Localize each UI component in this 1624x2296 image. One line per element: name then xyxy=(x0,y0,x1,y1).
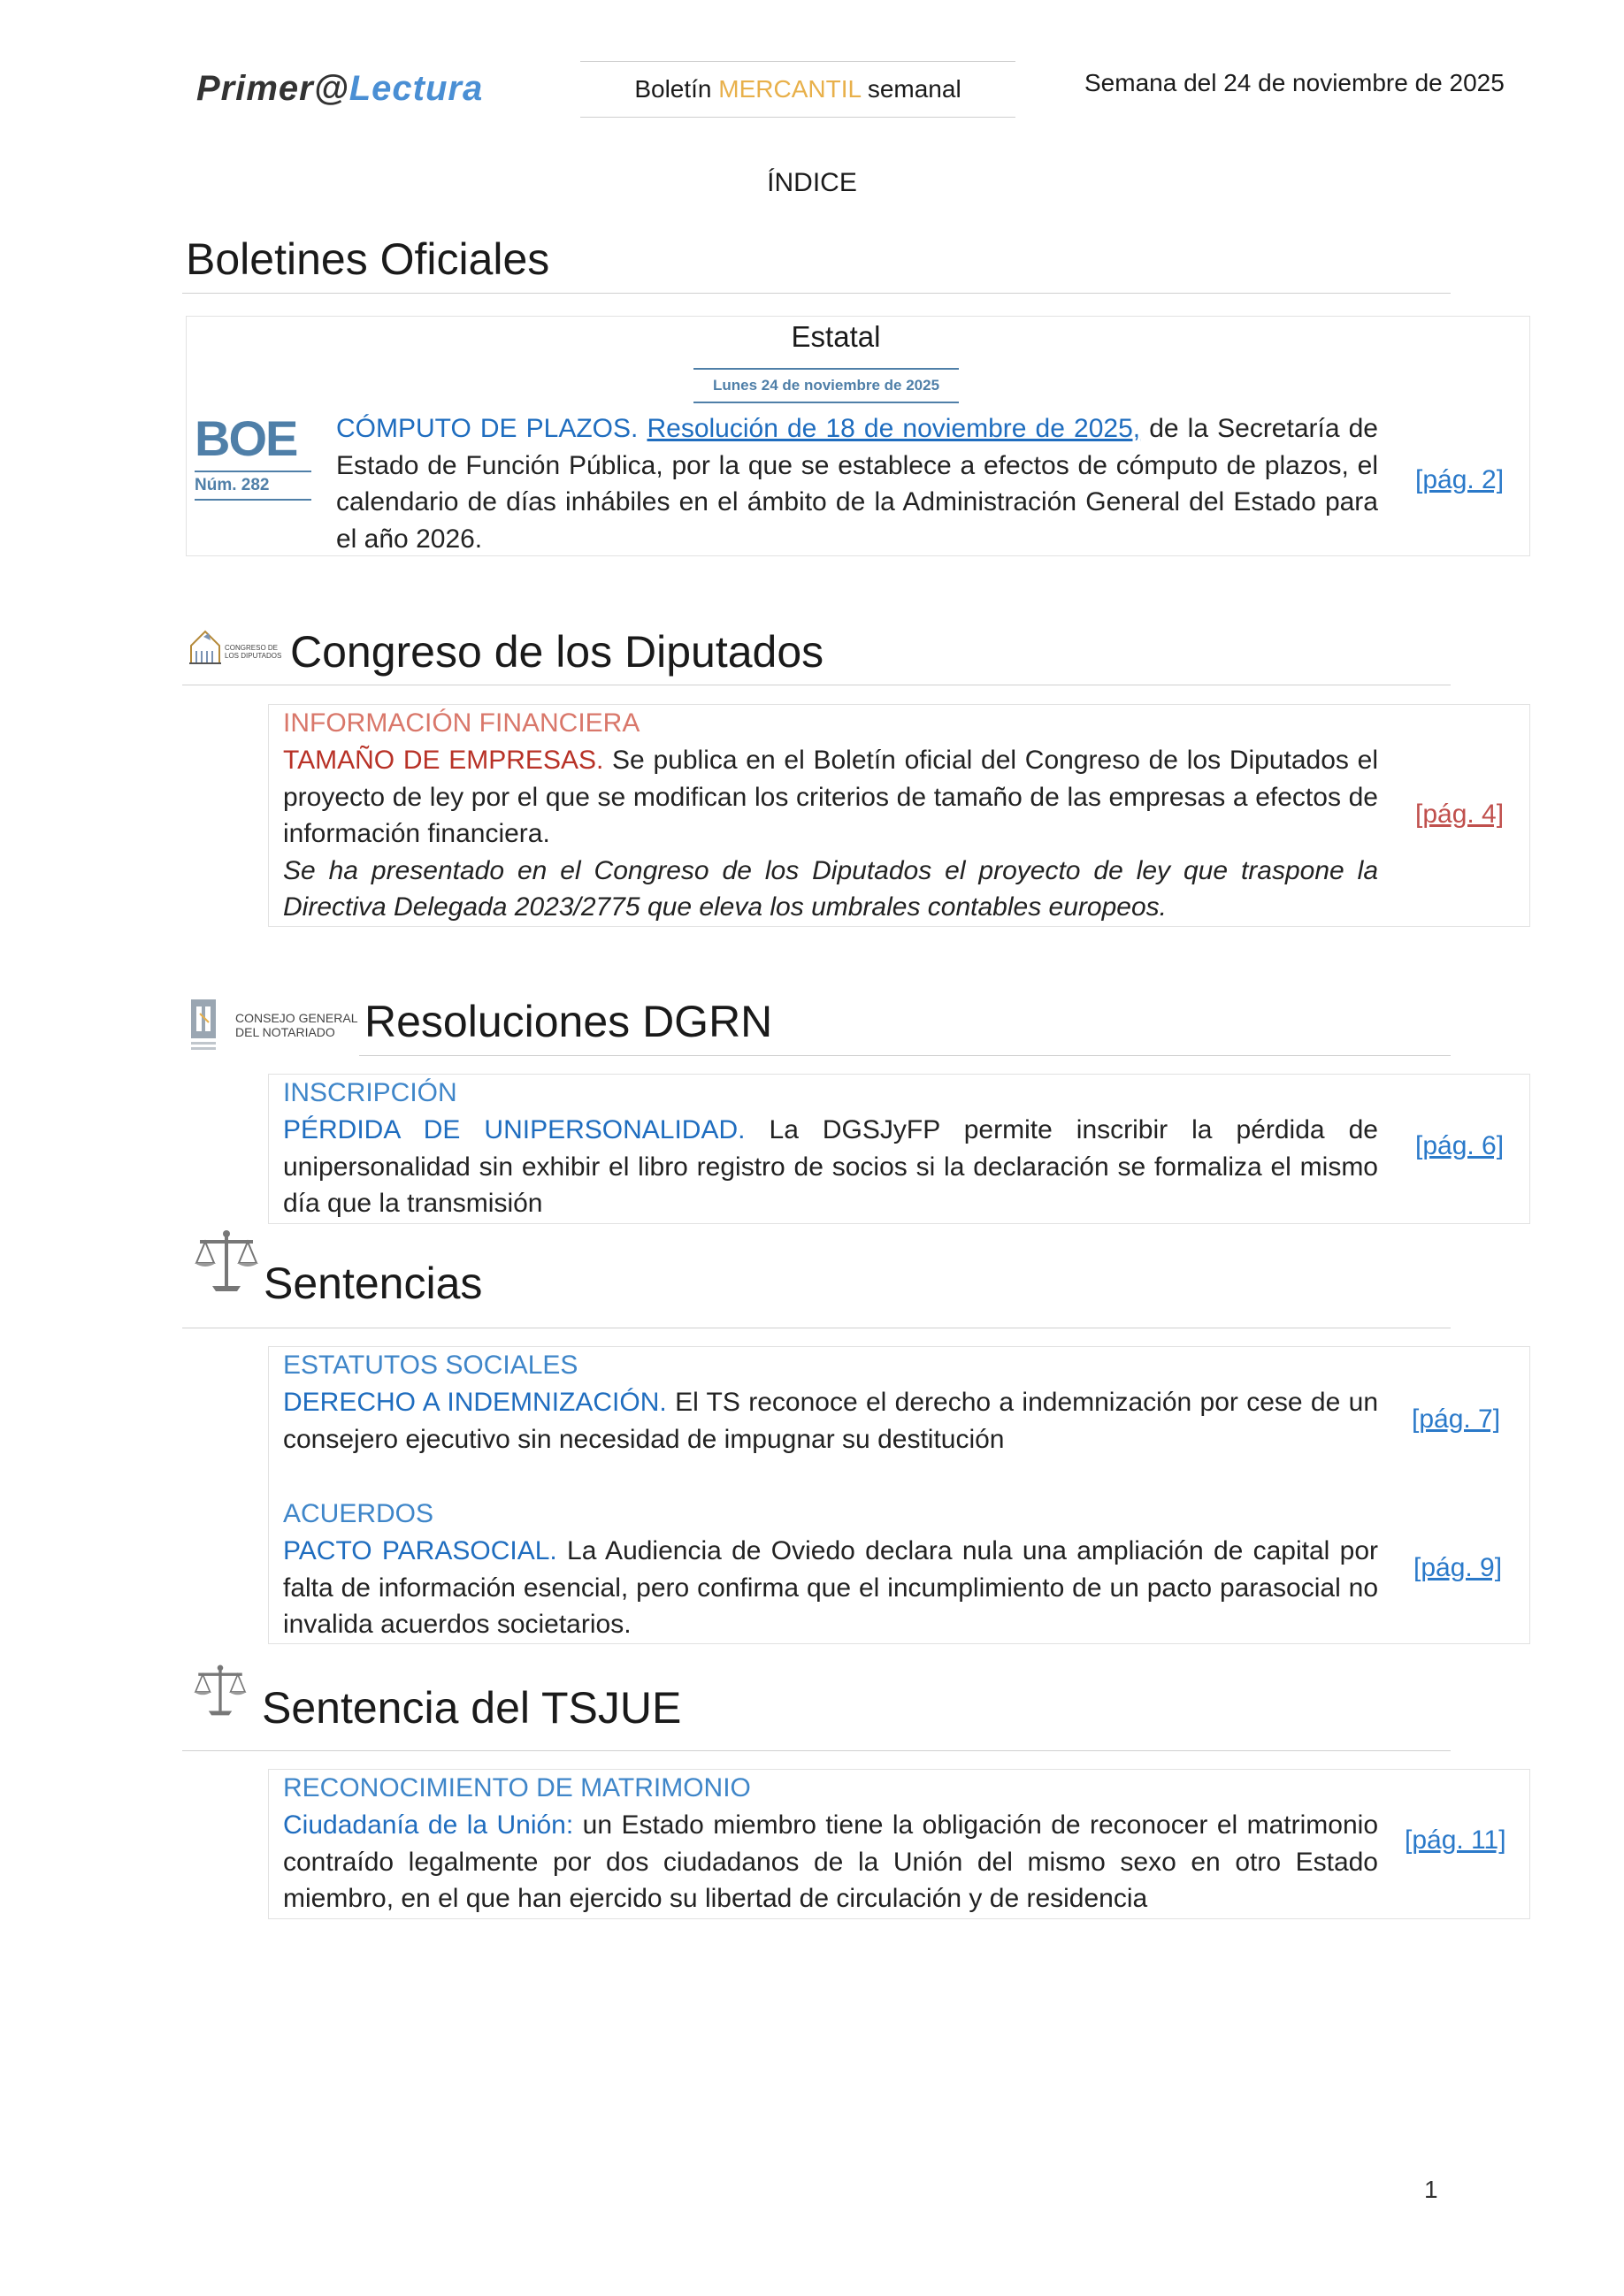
page-link-4[interactable]: [pág. 4] xyxy=(1415,800,1505,829)
category-reconocimiento-matrimonio: RECONOCIMIENTO DE MATRIMONIO xyxy=(283,1773,751,1802)
entry-pacto-parasocial: PACTO PARASOCIAL. La Audiencia de Oviedo declara nula una ampliación de capital por falta de información esencial, pero confirma que el incumplimiento de un pacto parasocial no invalida acuerdos societarios. xyxy=(283,1536,1378,1639)
page-link-6[interactable]: [pág. 6] xyxy=(1415,1131,1505,1160)
notariado-emblem-icon xyxy=(188,996,223,1058)
section-title-tsjue: Sentencia del TSJUE xyxy=(262,1683,682,1733)
bulletin-title: Boletín MERCANTIL semanal xyxy=(580,61,1015,118)
section-title-boletines: Boletines Oficiales xyxy=(186,234,550,284)
section-title-dgrn: Resoluciones DGRN xyxy=(364,997,773,1046)
category-estatutos-sociales: ESTATUTOS SOCIALES xyxy=(283,1351,578,1380)
section-title-sentencias: Sentencias xyxy=(264,1259,483,1308)
category-acuerdos: ACUERDOS xyxy=(283,1499,434,1528)
section-divider xyxy=(182,293,1451,294)
entry-ciudadania-union: Ciudadanía de la Unión: un Estado miembro tiene la obligación de reconocer el matrimonio contraído legalmente por dos ciudadanos de la Unión del mismo sexo en otro Estado miembro, en el que han ejercido su libertad de circulación y de residencia xyxy=(283,1810,1378,1913)
entry-heading: CÓMPUTO DE PLAZOS xyxy=(336,414,632,443)
subtitle-estatal: Estatal xyxy=(791,320,881,353)
section-divider xyxy=(359,1055,1451,1056)
page-link-2[interactable]: [pág. 2] xyxy=(1415,465,1505,494)
resolution-link[interactable]: Resolución de 18 de noviembre de 2025, xyxy=(647,414,1141,443)
page-number: 1 xyxy=(1424,2176,1438,2203)
entry-heading: Ciudadanía de la Unión: xyxy=(283,1810,574,1840)
entry-heading: TAMAÑO DE EMPRESAS xyxy=(283,746,596,775)
entry-computo-plazos: CÓMPUTO DE PLAZOS. Resolución de 18 de noviembre de 2025, de la Secretaría de Estado de Función Pública, por la que se establece a efectos de cómputo de plazos, el calendario de días inhábiles en el ámbito de la Administración General del Estado para el año 2026. xyxy=(336,414,1378,554)
index-title: ÍNDICE xyxy=(767,168,857,197)
category-inscripcion: INSCRIPCIÓN xyxy=(283,1078,457,1107)
entry-note: Se ha presentado en el Congreso de los Diputados el proyecto de ley que traspone la Directiva Delegada 2023/2775 que eleva los umbrales contables europeos. xyxy=(283,855,1378,922)
congreso-logo: CONGRESO DE LOS DIPUTADOS xyxy=(186,624,290,669)
entry-tamano-empresas: TAMAÑO DE EMPRESAS. Se publica en el Boletín oficial del Congreso de los Diputados el proyecto de ley por el que se modifican los criterios de tamaño de las empresas a efectos de información financiera. Se ha presentado en el Congreso de los Diputados el proyecto de ley que traspone la Directiva Delegada 2023/2775 que eleva los umbrales contables europeos. xyxy=(283,746,1378,922)
scales-icon xyxy=(191,1663,249,1721)
category-informacion-financiera: INFORMACIÓN FINANCIERA xyxy=(283,708,640,738)
scales-icon xyxy=(193,1228,260,1298)
brand-logo: Primer@Lectura xyxy=(196,69,484,108)
entry-heading: PACTO PARASOCIAL. xyxy=(283,1536,557,1565)
entry-unipersonalidad: PÉRDIDA DE UNIPERSONALIDAD. La DGSJyFP permite inscribir la pérdida de unipersonalidad sin exhibir el libro registro de socios si la declaración se formaliza el mismo día que la transmisión xyxy=(283,1115,1378,1218)
entry-derecho-indemnizacion: DERECHO A INDEMNIZACIÓN. El TS reconoce el derecho a indemnización por cese de un consejero ejecutivo sin necesidad de impugnar su destitución xyxy=(283,1388,1379,1454)
boe-date: Lunes 24 de noviembre de 2025 xyxy=(693,368,959,403)
notariado-logo: CONSEJO GENERAL DEL NOTARIADO xyxy=(188,996,347,1058)
entry-heading: DERECHO A INDEMNIZACIÓN. xyxy=(283,1388,667,1417)
page-link-9[interactable]: [pág. 9] xyxy=(1413,1553,1503,1582)
section-divider xyxy=(182,1750,1451,1751)
boe-logo: BOE Núm. 282 xyxy=(195,414,311,501)
entry-heading: PÉRDIDA DE UNIPERSONALIDAD. xyxy=(283,1115,746,1144)
page-link-11[interactable]: [pág. 11] xyxy=(1405,1825,1506,1855)
section-title-congreso: Congreso de los Diputados xyxy=(290,627,824,677)
week-label: Semana del 24 de noviembre de 2025 xyxy=(1084,69,1505,96)
page-link-7[interactable]: [pág. 7] xyxy=(1412,1404,1501,1434)
